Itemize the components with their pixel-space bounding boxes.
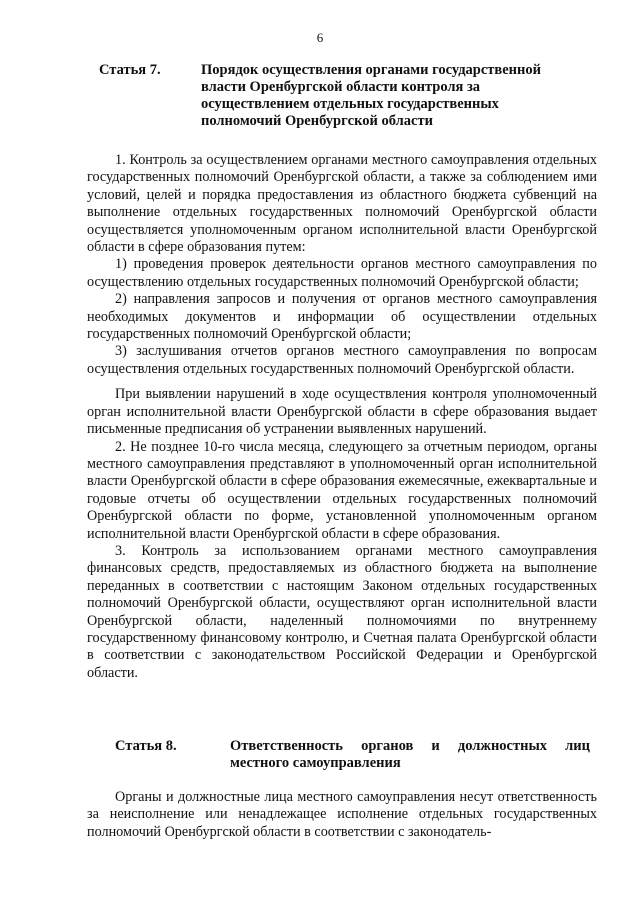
paragraph: 1) проведения проверок деятельности органов местного самоуправления по осуществлению отдельных государственных полномочий Оренбургской области; [87,256,597,290]
article-8 [87,738,597,841]
paragraph: 1. Контроль за осуществлением органами местного самоуправления отдельных государственных полномочий Оренбургской области, а также за соблюдением ими условий, целей и порядка предоставления из областного бюджета субвенций на выполнение отдельных государственных полномочий Оренбургской области осуществляется уполномоченным органом исполнительной власти Оренбургской области в сфере образования путем: [87,152,597,256]
paragraph: 2) направления запросов и получения от органов местного самоуправления необходимых документов и информации об осуществлении отдельных государственных полномочий Оренбургской области; [87,291,597,343]
article-8-body [87,789,597,841]
article-7 [87,62,597,682]
page-number: 6 [316,30,324,45]
paragraph: Органы и должностные лица местного самоуправления несут ответственность за неисполнение или ненадлежащее исполнение отдельных государственных полномочий Оренбургской области в соответствии с законодатель- [87,789,597,840]
paragraph: 3. Контроль за использованием органами местного самоуправления финансовых средств, предоставляемых из областного бюджета на выполнение переданных в соответствии с настоящим Законом отдельных государственных полномочий Оренбургской области, осуществляют орган исполнительной власти Оренбургской области, наделенный полномочиями по внутреннему государственному финансовому контролю, и Счетная палата Оренбургской области в соответствии с законодательством Российской Федерации и Оренбургской области. [87,542,597,681]
article-7-body [87,152,597,682]
article-8-label: Статья 8. [115,738,177,754]
article-7-label: Статья 7. [99,62,161,78]
paragraph: 3) заслушивания отчетов органов местного самоуправления по вопросам осуществления отдельных государственных полномочий Оренбургской области. [87,343,597,377]
article-7-heading [87,62,597,130]
article-7-title: Порядок осуществления органами государственной власти Оренбургской области контроля за осуществлением отдельных государственных полномочий Оренбургской области [201,62,541,129]
paragraph: 2. Не позднее 10-го числа месяца, следующего за отчетным периодом, органы местного самоуправления представляют в уполномоченный орган исполнительной власти Оренбургской области в сфере образования ежемесячные, ежеквартальные и годовые отчеты об осуществлении отдельных государственных полномочий Оренбургской области по форме, установленной уполномоченным органом исполнительной власти Оренбургской области в сфере образования. [87,438,597,542]
paragraph: При выявлении нарушений в ходе осуществления контроля уполномоченный орган исполнительной власти Оренбургской области в сфере образования выдает письменные предписания об устранении выявленных нарушений. [87,386,597,438]
article-8-title: Ответственность органов и должностных лиц местного самоуправления [230,738,590,771]
article-8-heading [87,738,597,772]
